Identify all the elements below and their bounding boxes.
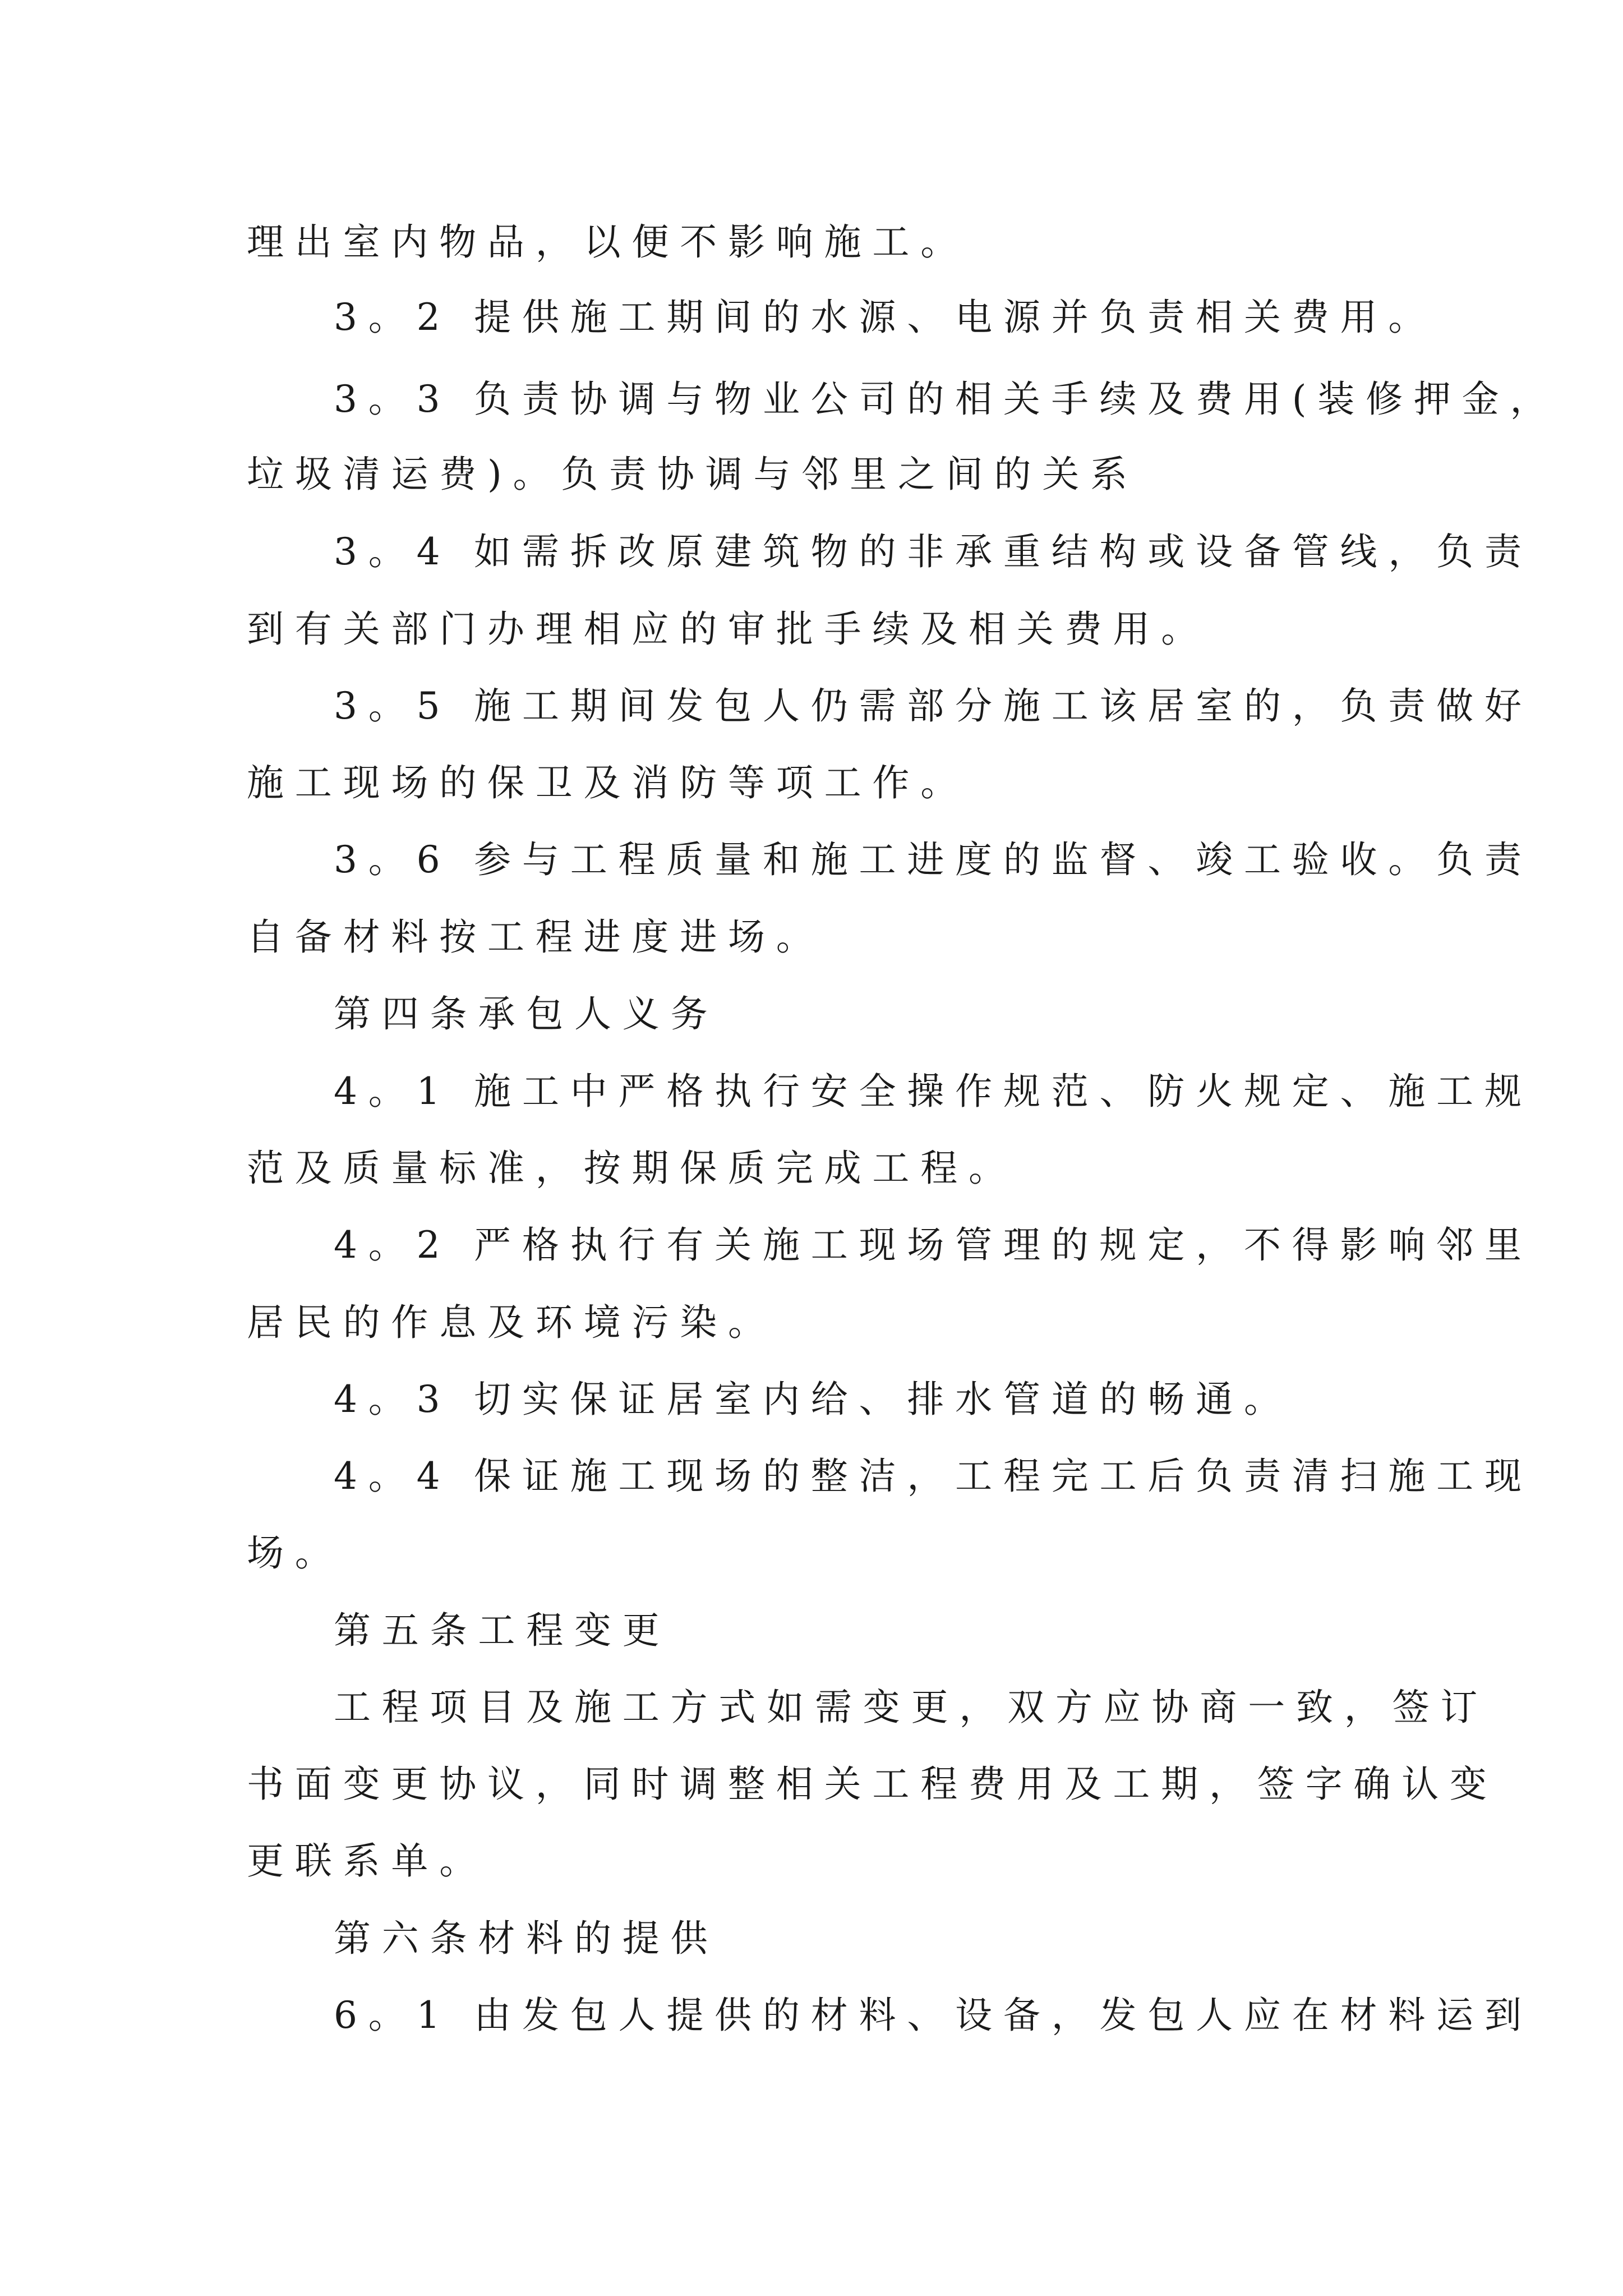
text-line: 书面变更协议，同时调整相关工程费用及工期，签字确认变	[247, 1763, 1498, 1806]
text-line: 6。1 由发包人提供的材料、设备，发包人应在材料运到	[334, 1994, 1533, 2037]
text-line: 施工现场的保卫及消防等项工作。	[247, 761, 969, 804]
text-line: 自备材料按工程进度进场。	[247, 915, 824, 959]
text-line: 3。4 如需拆改原建筑物的非承重结构或设备管线，负责	[334, 530, 1533, 573]
text-line: 4。3 切实保证居室内给、排水管道的畅通。	[334, 1378, 1292, 1421]
section-heading: 第四条承包人义务	[334, 992, 719, 1036]
text-line: 垃圾清运费)。负责协调与邻里之间的关系	[247, 453, 1138, 496]
text-line: 3。3 负责协调与物业公司的相关手续及费用(装修押金，	[334, 378, 1559, 421]
text-line: 范及质量标准，按期保质完成工程。	[247, 1147, 1017, 1190]
section-heading: 第六条材料的提供	[334, 1917, 719, 1960]
text-line: 4。2 严格执行有关施工现场管理的规定，不得影响邻里	[334, 1223, 1533, 1267]
text-line: 场。	[247, 1531, 343, 1575]
text-line: 更联系单。	[247, 1839, 487, 1883]
text-line: 工程项目及施工方式如需变更，双方应协商一致，签订	[334, 1686, 1489, 1729]
text-line: 理出室内物品，以便不影响施工。	[247, 220, 969, 264]
text-line: 到有关部门办理相应的审批手续及相关费用。	[247, 608, 1209, 651]
section-heading: 第五条工程变更	[334, 1609, 671, 1652]
text-line: 居民的作息及环境污染。	[247, 1301, 776, 1344]
text-line: 4。1 施工中严格执行安全操作规范、防火规定、施工规	[334, 1070, 1533, 1113]
text-line: 3。6 参与工程质量和施工进度的监督、竣工验收。负责	[334, 838, 1533, 881]
text-line: 3。2 提供施工期间的水源、电源并负责相关费用。	[334, 296, 1437, 339]
text-line: 4。4 保证施工现场的整洁，工程完工后负责清扫施工现	[334, 1455, 1533, 1498]
text-line: 3。5 施工期间发包人仍需部分施工该居室的，负责做好	[334, 684, 1533, 728]
